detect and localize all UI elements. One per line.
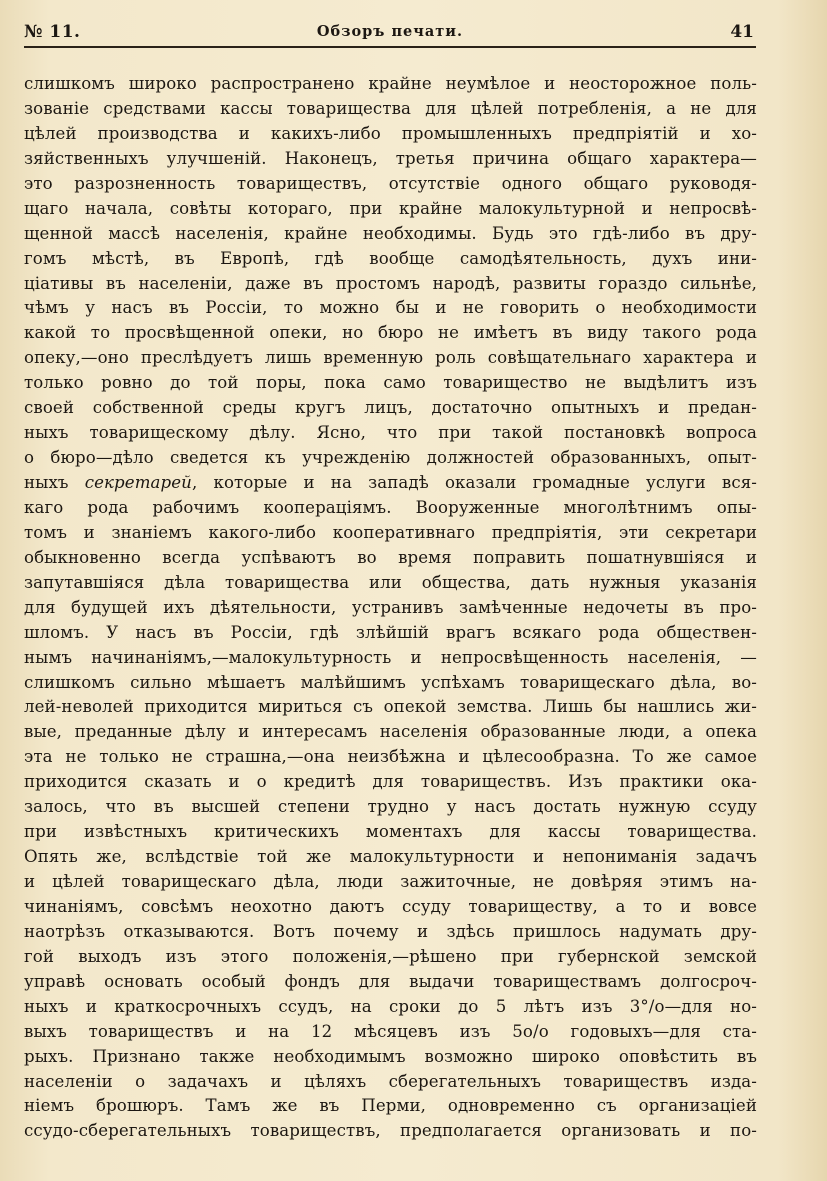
text-line: о бюро—дѣло сведется къ учрежденію должностей образованныхъ, опыт-: [24, 448, 757, 468]
page-number: 41: [730, 22, 754, 42]
text-line: залось, что въ высшей степени трудно у насъ достать нужную ссуду: [24, 797, 757, 817]
text-line: слишкомъ сильно мѣшаетъ малѣйшимъ успѣхамъ товарищескаго дѣла, во-: [24, 672, 757, 692]
text-line: зяйственныхъ улучшеній. Наконецъ, третья причина общаго характера—: [24, 148, 757, 168]
text-line: шломъ. У насъ въ Россіи, гдѣ злѣйшій врагъ всякаго рода обществен-: [24, 622, 757, 642]
text-line: ныхъ товарищескому дѣлу. Ясно, что при такой постановкѣ вопроса: [24, 423, 757, 443]
body-text: [24, 72, 757, 1144]
text-line: чинаніямъ, совсѣмъ неохотно даютъ ссуду товариществу, а то и вовсе: [24, 896, 757, 916]
text-line: цѣлей производства и какихъ-либо промышленныхъ предпріятій и хо-: [24, 123, 757, 143]
text-line: запутавшіяся дѣла товарищества или общества, дать нужныя указанія: [24, 572, 757, 592]
text-line: ныхъ секретарей, которые и на западѣ оказали громадные услуги вся-: [24, 473, 757, 492]
text-line: опеку,—оно преслѣдуетъ лишь временную роль совѣщательнаго характера и: [24, 348, 757, 368]
text-line: щенной массѣ населенія, крайне необходимы. Будь это гдѣ-либо въ дру-: [24, 223, 757, 243]
text-line: обыкновенно всегда успѣваютъ во время поправить пошатнувшіяся и: [24, 547, 757, 567]
text-line: томъ и знаніемъ какого-либо кооперативнаго предпріятія, эти секретари: [24, 522, 757, 542]
text-line: щаго начала, совѣты котораго, при крайне малокультурной и непросвѣ-: [24, 198, 757, 218]
text-line: наотрѣзъ отказываются. Вотъ почему и здѣсь пришлось надумать дру-: [24, 921, 757, 941]
text-line: ціативы въ населеніи, даже въ простомъ народѣ, развиты гораздо сильнѣе,: [24, 273, 757, 293]
text-line: какой то просвѣщенной опеки, но бюро не имѣетъ въ виду такого рода: [24, 323, 757, 343]
text-line: нымъ начинаніямъ,—малокультурность и непросвѣщенность населенія, —: [24, 647, 757, 667]
text-line: гой выходъ изъ этого положенія,—рѣшено при губернской земской: [24, 946, 757, 966]
text-line: каго рода рабочимъ кооперацiямъ. Вооруженные многолѣтнимъ опы-: [24, 497, 757, 517]
text-line: гомъ мѣстѣ, въ Европѣ, гдѣ вообще самодѣятельность, духъ ини-: [24, 248, 757, 268]
text-line: Опять же, вслѣдствіе той же малокультурности и непониманія задачъ: [24, 847, 757, 867]
text-line: только ровно до той поры, пока само товарищество не выдѣлитъ изъ: [24, 373, 757, 393]
text-line: населеніи о задачахъ и цѣляхъ сберегательныхъ товариществъ изда-: [24, 1071, 757, 1091]
text-line: и цѣлей товарищескаго дѣла, люди зажиточные, не довѣряя этимъ на-: [24, 872, 757, 891]
text-line: приходится сказать и о кредитѣ для товариществъ. Изъ практики ока-: [24, 772, 757, 792]
text-line: эта не только не страшна,—она неизбѣжна и цѣлесообразна. То же самое: [24, 747, 757, 767]
text-line: управѣ основать особый фондъ для выдачи товариществамъ долгосроч-: [24, 971, 757, 991]
text-line: выхъ товариществъ и на 12 мѣсяцевъ изъ 5о/о годовыхъ—для ста-: [24, 1021, 757, 1041]
text-line: это разрозненность товариществъ, отсутствіе одного общаго руководя-: [24, 173, 757, 193]
text-line: рыхъ. Признано также необходимымъ возможно широко оповѣстить въ: [24, 1046, 757, 1066]
text-line: для будущей ихъ дѣятельности, устранивъ замѣченные недочеты въ про-: [24, 597, 757, 617]
text-line: своей собственной среды кругъ лицъ, достаточно опытныхъ и предан-: [24, 398, 757, 418]
text-line: ссудо-сберегательныхъ товариществъ, предполагается организовать и по-: [24, 1121, 757, 1141]
italic-term: секретарей: [84, 473, 192, 492]
text-line: чѣмъ у насъ въ Россіи, то можно бы и не говорить о необходимости: [24, 298, 757, 318]
text-line: вые, преданные дѣлу и интересамъ населенія образованные люди, а опека: [24, 722, 757, 742]
issue-number: № 11.: [24, 22, 81, 42]
text-line: ныхъ и краткосрочныхъ ссудъ, на сроки до 5 лѣтъ изъ 3°/о—для но-: [24, 996, 757, 1016]
section-title: Обзоръ печати.: [316, 23, 464, 40]
text-line: слишкомъ широко распространено крайне неумѣлое и неосторожное поль-: [24, 74, 757, 93]
text-line: при извѣстныхъ критическихъ моментахъ для кассы товарищества.: [24, 822, 757, 842]
text-line: лей-неволей приходится мириться съ опекой земства. Лишь бы нашлись жи-: [24, 697, 757, 717]
text-line: зованіе средствами кассы товарищества для цѣлей потребленія, а не для: [24, 98, 757, 118]
running-header: [24, 20, 756, 48]
text-line: ніемъ брошюръ. Тамъ же въ Перми, одновременно съ организаціей: [24, 1096, 757, 1116]
